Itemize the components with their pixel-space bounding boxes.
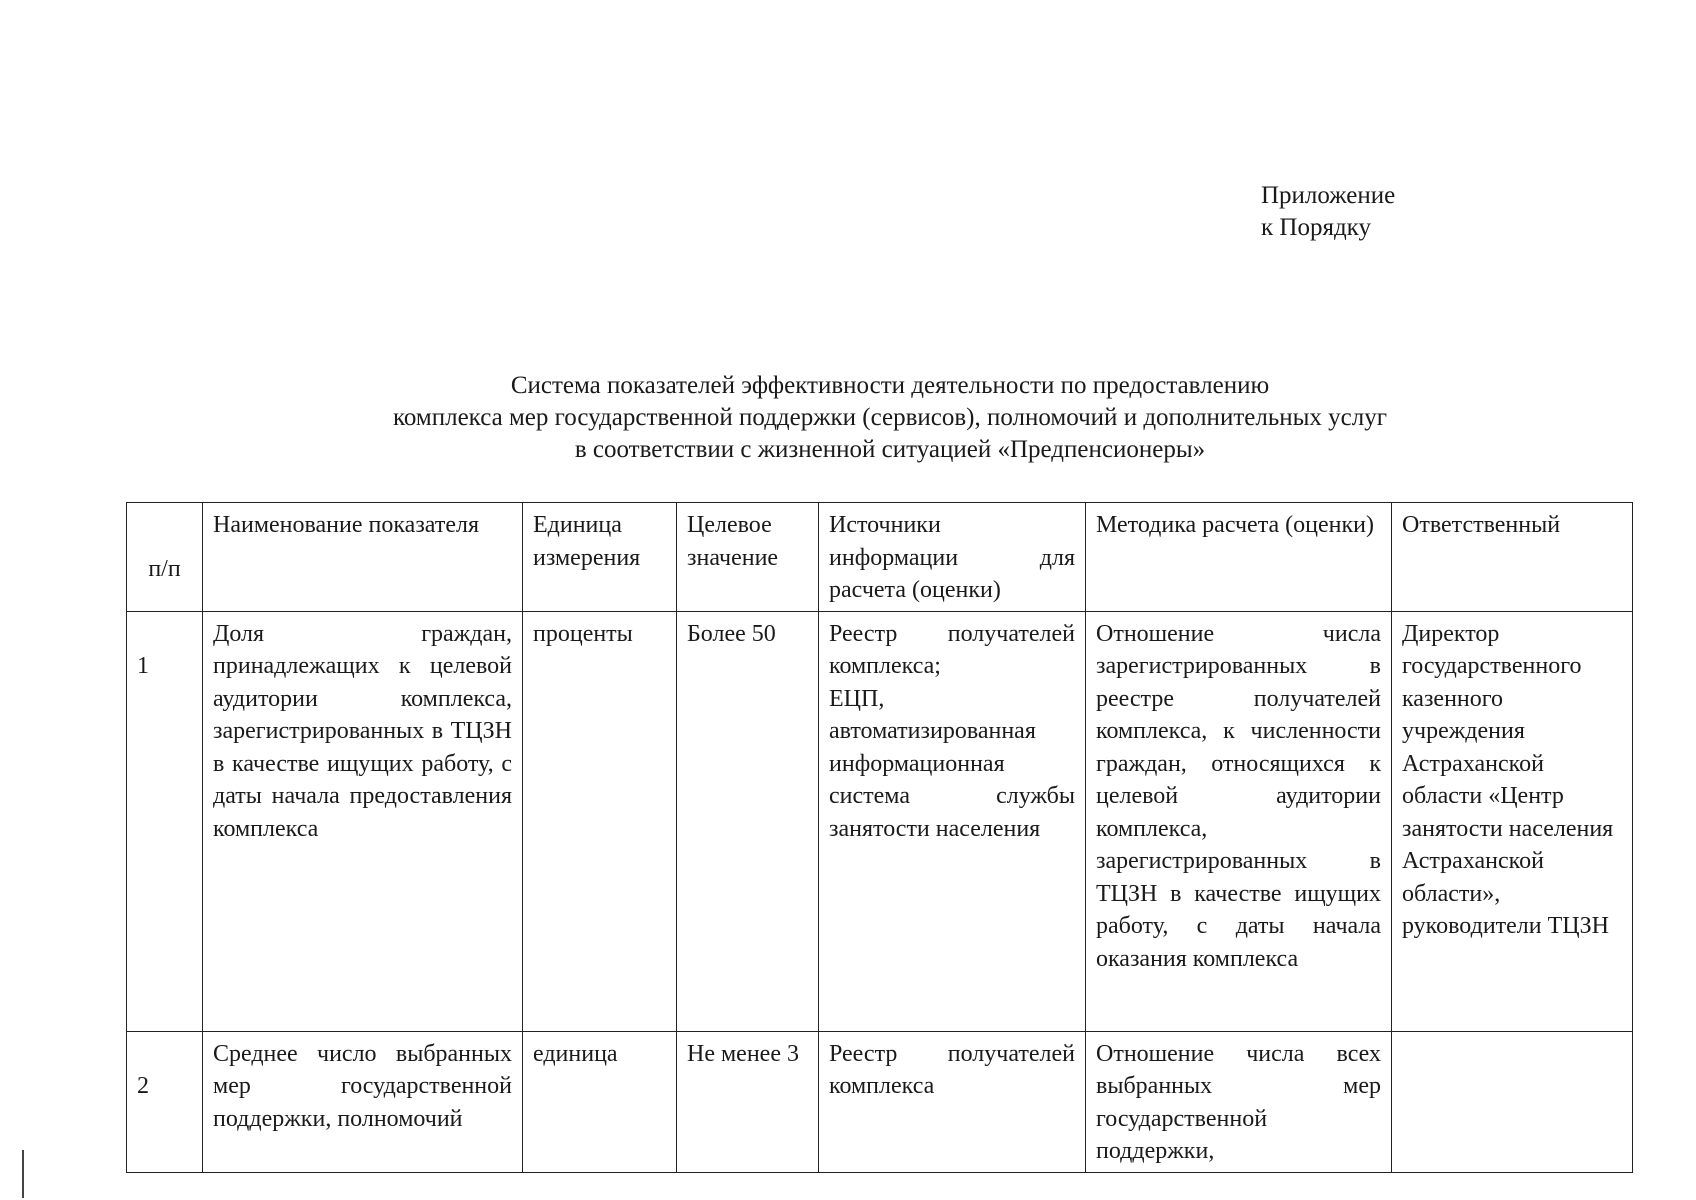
sources-line: Реестр получателей комплекса xyxy=(829,1040,1075,1099)
indicator-name: Среднее число выбранных мер государственной поддержки, полномочий xyxy=(203,1031,523,1172)
title-line-3: в соответствии с жизненной ситуацией «Предпенсионеры» xyxy=(574,436,1206,463)
sources-value xyxy=(819,1031,1086,1172)
title-line-2: комплекса мер государственной поддержки (сервисов), полномочий и дополнительных услуг xyxy=(393,404,1387,431)
table-header-row xyxy=(127,503,1633,612)
unit-value: единица xyxy=(523,1031,677,1172)
header-sources: Источники информации для расчета (оценки) xyxy=(819,503,1086,612)
target-value: Не менее 3 xyxy=(677,1031,819,1172)
header-methodology: Методика расчета (оценки) xyxy=(1086,503,1392,612)
title-line-1: Система показателей эффективности деятельности по предоставлению xyxy=(510,372,1270,399)
responsible-value: Директор государственного казенного учреждения Астраханской области «Центр занятости населения Астраханской области», руководители ТЦЗН xyxy=(1392,611,1633,1031)
appendix-header xyxy=(1261,180,1395,244)
unit-value: проценты xyxy=(523,611,677,1031)
header-target: Целевое значение xyxy=(677,503,819,612)
margin-mark xyxy=(22,1150,24,1198)
row-number: 2 xyxy=(127,1031,203,1172)
header-number: п/п xyxy=(127,503,203,612)
methodology-value: Отношение числа зарегистрированных в реестре получателей комплекса, к численности граждан, относящихся к целевой аудитории комплекса, зарегистрированных в ТЦЗН в качестве ищущих работу, с даты начала оказания комплекса xyxy=(1086,611,1392,1031)
target-value: Более 50 xyxy=(677,611,819,1031)
row-number: 1 xyxy=(127,611,203,1031)
sources-value xyxy=(819,611,1086,1031)
document-title xyxy=(270,370,1510,466)
header-responsible: Ответственный xyxy=(1392,503,1633,612)
sources-line: ЕЦП, автоматизированная информационная система службы занятости населения xyxy=(829,685,1075,842)
sources-line: Реестр получателей комплекса; xyxy=(829,620,1075,679)
indicators-table xyxy=(126,502,1633,1173)
indicator-name: Доля граждан, принадлежащих к целевой аудитории комплекса, зарегистрированных в ТЦЗН в качестве ищущих работу, с даты начала предоставления комплекса xyxy=(203,611,523,1031)
header-unit: Единица измерения xyxy=(523,503,677,612)
methodology-value: Отношение числа всех выбранных мер государственной поддержки, xyxy=(1086,1031,1392,1172)
appendix-reference: к Порядку xyxy=(1261,214,1371,241)
table-row xyxy=(127,1031,1633,1172)
header-indicator-name: Наименование показателя xyxy=(203,503,523,612)
responsible-value xyxy=(1392,1031,1633,1172)
appendix-label: Приложение xyxy=(1261,182,1396,209)
table-row xyxy=(127,611,1633,1031)
